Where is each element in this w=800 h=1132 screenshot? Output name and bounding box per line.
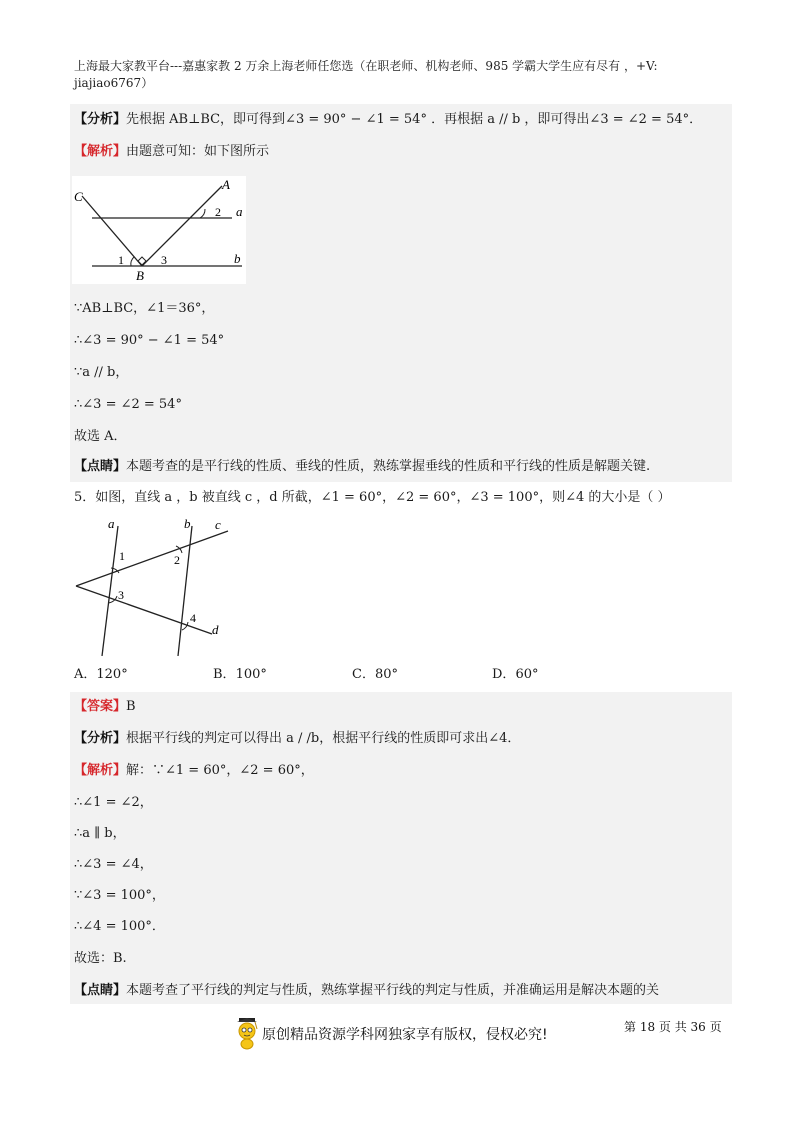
step-line: ∴a ∥ b， xyxy=(74,826,126,841)
option-label: D． xyxy=(492,667,516,682)
label-angle-1: 1 xyxy=(118,253,124,267)
label-A: A xyxy=(222,177,230,192)
detail-tag: 【解析】 xyxy=(74,763,127,778)
answer-tag: 【答案】 xyxy=(74,699,127,714)
option-label: B． xyxy=(213,667,236,682)
step-line: ∴∠1 = ∠2， xyxy=(74,795,153,810)
label-angle-2: 2 xyxy=(174,553,180,567)
comment-text: 本题考查的是平行线的性质、垂线的性质，熟练掌握垂线的性质和平行线的性质是解题关键. xyxy=(126,459,651,474)
option-a[interactable] xyxy=(74,666,128,684)
page-number: 第 18 页 共 36 页 xyxy=(624,1020,722,1034)
page-footer xyxy=(0,1012,800,1062)
analysis-line-1 xyxy=(74,111,702,129)
figure-two-parallel-lines xyxy=(72,516,232,656)
step-line: ∵∠3 = 100°， xyxy=(74,888,165,903)
label-angle-4: 4 xyxy=(190,611,196,625)
comment-line-2 xyxy=(74,982,659,1000)
step-line: ∵a // b， xyxy=(74,365,129,380)
analysis-text: 先根据 AB⊥BC，即可得到∠3 = 90° − ∠1 = 54° ．再根据 a // b ，即可得出∠3 = ∠2 = 54°． xyxy=(126,112,703,127)
figure-perpendicular-parallel xyxy=(72,176,246,284)
step-line: ∴∠3 = ∠2 = 54° xyxy=(74,397,182,412)
label-c: c xyxy=(215,517,221,532)
page-header xyxy=(74,58,734,92)
option-label: A． xyxy=(74,667,97,682)
line-a xyxy=(102,526,118,656)
answer-line xyxy=(74,698,136,716)
option-c[interactable] xyxy=(352,666,398,684)
option-value: 120° xyxy=(96,667,128,682)
label-B: B xyxy=(136,268,144,283)
option-d[interactable] xyxy=(492,666,538,684)
header-line-2: jiajiao6767） xyxy=(74,76,154,90)
copyright-notice: 原创精品资源学科网独家享有版权，侵权必究! xyxy=(262,1027,548,1043)
comment-line-1 xyxy=(74,458,650,476)
label-d: d xyxy=(212,622,219,637)
line-b xyxy=(178,526,192,656)
header-line-1: 上海最大家教平台---嘉惠家教 2 万余上海老师任您选（在职老师、机构老师、985 学霸大学生应有尽有 ，+V: xyxy=(74,59,658,73)
label-angle-2: 2 xyxy=(215,205,221,219)
option-label: C． xyxy=(352,667,375,682)
label-angle-1: 1 xyxy=(119,549,125,563)
step-line: ∴∠4 = 100°． xyxy=(74,919,165,934)
option-value: 60° xyxy=(515,667,539,682)
detail-intro: 由题意可知：如下图所示 xyxy=(126,144,270,159)
option-value: 100° xyxy=(235,667,267,682)
label-a: a xyxy=(108,516,115,531)
comment-tag: 【点睛】 xyxy=(74,459,127,474)
detail-first: 解：∵∠1 = 60°，∠2 = 60°， xyxy=(126,763,314,778)
analysis-tag: 【分析】 xyxy=(74,112,127,127)
label-angle-3: 3 xyxy=(161,253,167,267)
line-c xyxy=(76,531,228,586)
label-b: b xyxy=(184,516,191,531)
step-line: 故选：B. xyxy=(74,951,127,966)
step-line: ∴∠3 = ∠4， xyxy=(74,857,153,872)
detail-line-2 xyxy=(74,762,314,780)
line-d xyxy=(76,586,212,634)
option-b[interactable] xyxy=(213,666,267,684)
comment-tag: 【点睛】 xyxy=(74,983,127,998)
analysis-line-2 xyxy=(74,730,520,748)
label-b: b xyxy=(234,251,241,266)
label-a: a xyxy=(236,204,243,219)
detail-line-1 xyxy=(74,143,269,161)
comment-text: 本题考查了平行线的判定与性质，熟练掌握平行线的判定与性质，并准确运用是解决本题的关 xyxy=(126,983,660,998)
question-5-stem: 5．如图，直线 a ，b 被直线 c ，d 所截，∠1 = 60°，∠2 = 60°，∠3 = 100°，则∠4 的大小是（ ） xyxy=(74,490,671,505)
step-line: ∵AB⊥BC，∠1＝36°， xyxy=(74,301,215,316)
label-C: C xyxy=(74,189,83,204)
detail-tag: 【解析】 xyxy=(74,144,127,159)
step-line: ∴∠3 = 90° − ∠1 = 54° xyxy=(74,333,225,348)
option-value: 80° xyxy=(374,667,398,682)
analysis-text: 根据平行线的判定可以得出 a / /b，根据平行线的性质即可求出∠4． xyxy=(126,731,521,746)
label-angle-3: 3 xyxy=(118,588,124,602)
answer-text: B xyxy=(126,699,136,714)
analysis-tag: 【分析】 xyxy=(74,731,127,746)
step-line: 故选 A． xyxy=(74,429,127,444)
mascot-logo-icon xyxy=(234,1016,260,1050)
